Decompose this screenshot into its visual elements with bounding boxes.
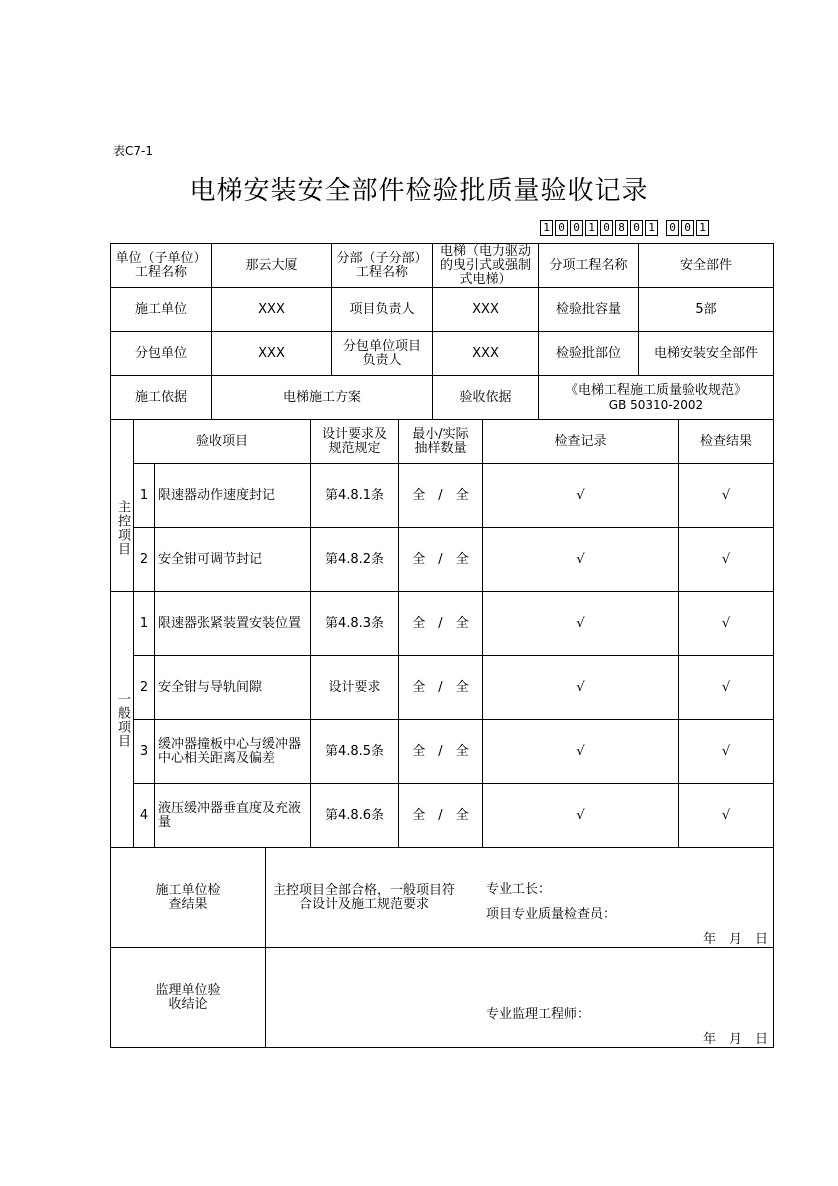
row-result: √ [721, 743, 731, 759]
row-sample: 全 / 全 [412, 743, 469, 759]
row-name: 安全钳与导轨间隙 [158, 679, 263, 695]
check-label: 施工单位检查结果 [155, 882, 221, 912]
row-name: 缓冲器撞板中心与缓冲器中心相关距离及偏差 [158, 736, 302, 766]
foreman-label: 专业工长： [486, 882, 552, 897]
accept-label: 验收依据 [459, 389, 512, 405]
code-digit: 0 [555, 220, 568, 236]
pm-label: 项目负责人 [349, 301, 415, 317]
construction-value: XXX [258, 301, 285, 317]
col-item: 验收项目 [195, 433, 248, 449]
code-digit: 1 [696, 220, 709, 236]
code-digit: 0 [666, 220, 679, 236]
row-record: √ [576, 679, 585, 695]
code-digit: 1 [585, 220, 598, 236]
unit-label: 单位（子单位）工程名称 [115, 250, 207, 280]
row-clause: 第4.8.6条 [324, 807, 385, 823]
unit-value: 那云大厦 [245, 257, 298, 273]
row-result: √ [721, 807, 731, 823]
row-sample: 全 / 全 [412, 551, 469, 567]
code-digit: 0 [681, 220, 694, 236]
code-digit: 0 [630, 220, 643, 236]
col-design: 设计要求及规范规定 [321, 426, 387, 456]
row-no: 1 [139, 615, 149, 631]
check-date: 年 月 日 [703, 932, 769, 947]
col-record: 检查记录 [554, 433, 607, 449]
row-record: √ [576, 551, 585, 567]
col-result: 检查结果 [699, 433, 752, 449]
check-text: 主控项目全部合格，一般项目符合设计及施工规范要求 [272, 882, 455, 912]
pm-value: XXX [472, 301, 499, 317]
code-digit: 1 [645, 220, 658, 236]
accept-code: GB 50310-2002 [608, 397, 704, 412]
code-digit: 1 [540, 220, 553, 236]
row-sample: 全 / 全 [412, 807, 469, 823]
group-general: 一般项目 [115, 691, 130, 748]
row-clause: 设计要求 [328, 679, 381, 695]
row-no: 1 [139, 487, 149, 503]
construction-label: 施工单位 [134, 301, 187, 317]
row-no: 4 [139, 807, 149, 823]
row-clause: 第4.8.2条 [324, 551, 385, 567]
basis-label: 施工依据 [134, 389, 187, 405]
row-name: 液压缓冲器垂直度及充液量 [158, 800, 302, 830]
accept-standard: 《电梯工程施工质量验收规范》 [564, 382, 747, 398]
row-record: √ [576, 743, 585, 759]
code-digit: 0 [600, 220, 613, 236]
form-number: 表C7-1 [113, 144, 153, 158]
sub-label: 分包单位 [134, 345, 187, 361]
row-sample: 全 / 全 [412, 679, 469, 695]
inspector-label: 项目专业质量检查员： [486, 907, 617, 922]
row-clause: 第4.8.1条 [324, 487, 385, 503]
part-value: 电梯安装安全部件 [653, 345, 758, 361]
row-sample: 全 / 全 [412, 487, 469, 503]
capacity-value: 5部 [695, 301, 717, 317]
row-record: √ [576, 807, 585, 823]
page-title: 电梯安装安全部件检验批质量验收记录 [189, 176, 649, 206]
basis-value: 电梯施工方案 [282, 389, 361, 405]
row-record: √ [576, 615, 585, 631]
subunit-value: 电梯（电力驱动的曳引式或强制式电梯） [439, 243, 531, 287]
row-no: 3 [139, 743, 149, 759]
row-name: 安全钳可调节封记 [158, 551, 263, 567]
supervise-label: 监理单位验收结论 [155, 982, 221, 1012]
row-result: √ [721, 551, 731, 567]
row-clause: 第4.8.5条 [324, 743, 385, 759]
sub-pm-label: 分包单位项目负责人 [342, 338, 421, 368]
sub-pm-value: XXX [472, 345, 499, 361]
row-clause: 第4.8.3条 [324, 615, 385, 631]
row-no: 2 [139, 551, 149, 567]
row-record: √ [576, 487, 585, 503]
subunit-label: 分部（子分部）工程名称 [336, 250, 428, 280]
item-value: 安全部件 [679, 257, 732, 273]
row-no: 2 [139, 679, 149, 695]
capacity-label: 检验批容量 [555, 301, 621, 317]
code-digit: 8 [615, 220, 628, 236]
accept-value [539, 376, 773, 419]
row-result: √ [721, 679, 731, 695]
item-label: 分项工程名称 [549, 257, 628, 273]
row-result: √ [721, 615, 731, 631]
row-name: 限速器张紧装置安装位置 [158, 615, 302, 631]
sub-value: XXX [258, 345, 285, 361]
part-label: 检验批部位 [555, 345, 621, 361]
col-sample: 最小/实际抽样数量 [412, 426, 469, 456]
row-sample: 全 / 全 [412, 615, 469, 631]
supervise-date: 年 月 日 [703, 1032, 769, 1047]
group-main: 主控项目 [115, 499, 130, 556]
supervisor-label: 专业监理工程师： [486, 1007, 591, 1022]
row-name: 限速器动作速度封记 [158, 487, 276, 503]
code-digit: 0 [570, 220, 583, 236]
row-result: √ [721, 487, 731, 503]
